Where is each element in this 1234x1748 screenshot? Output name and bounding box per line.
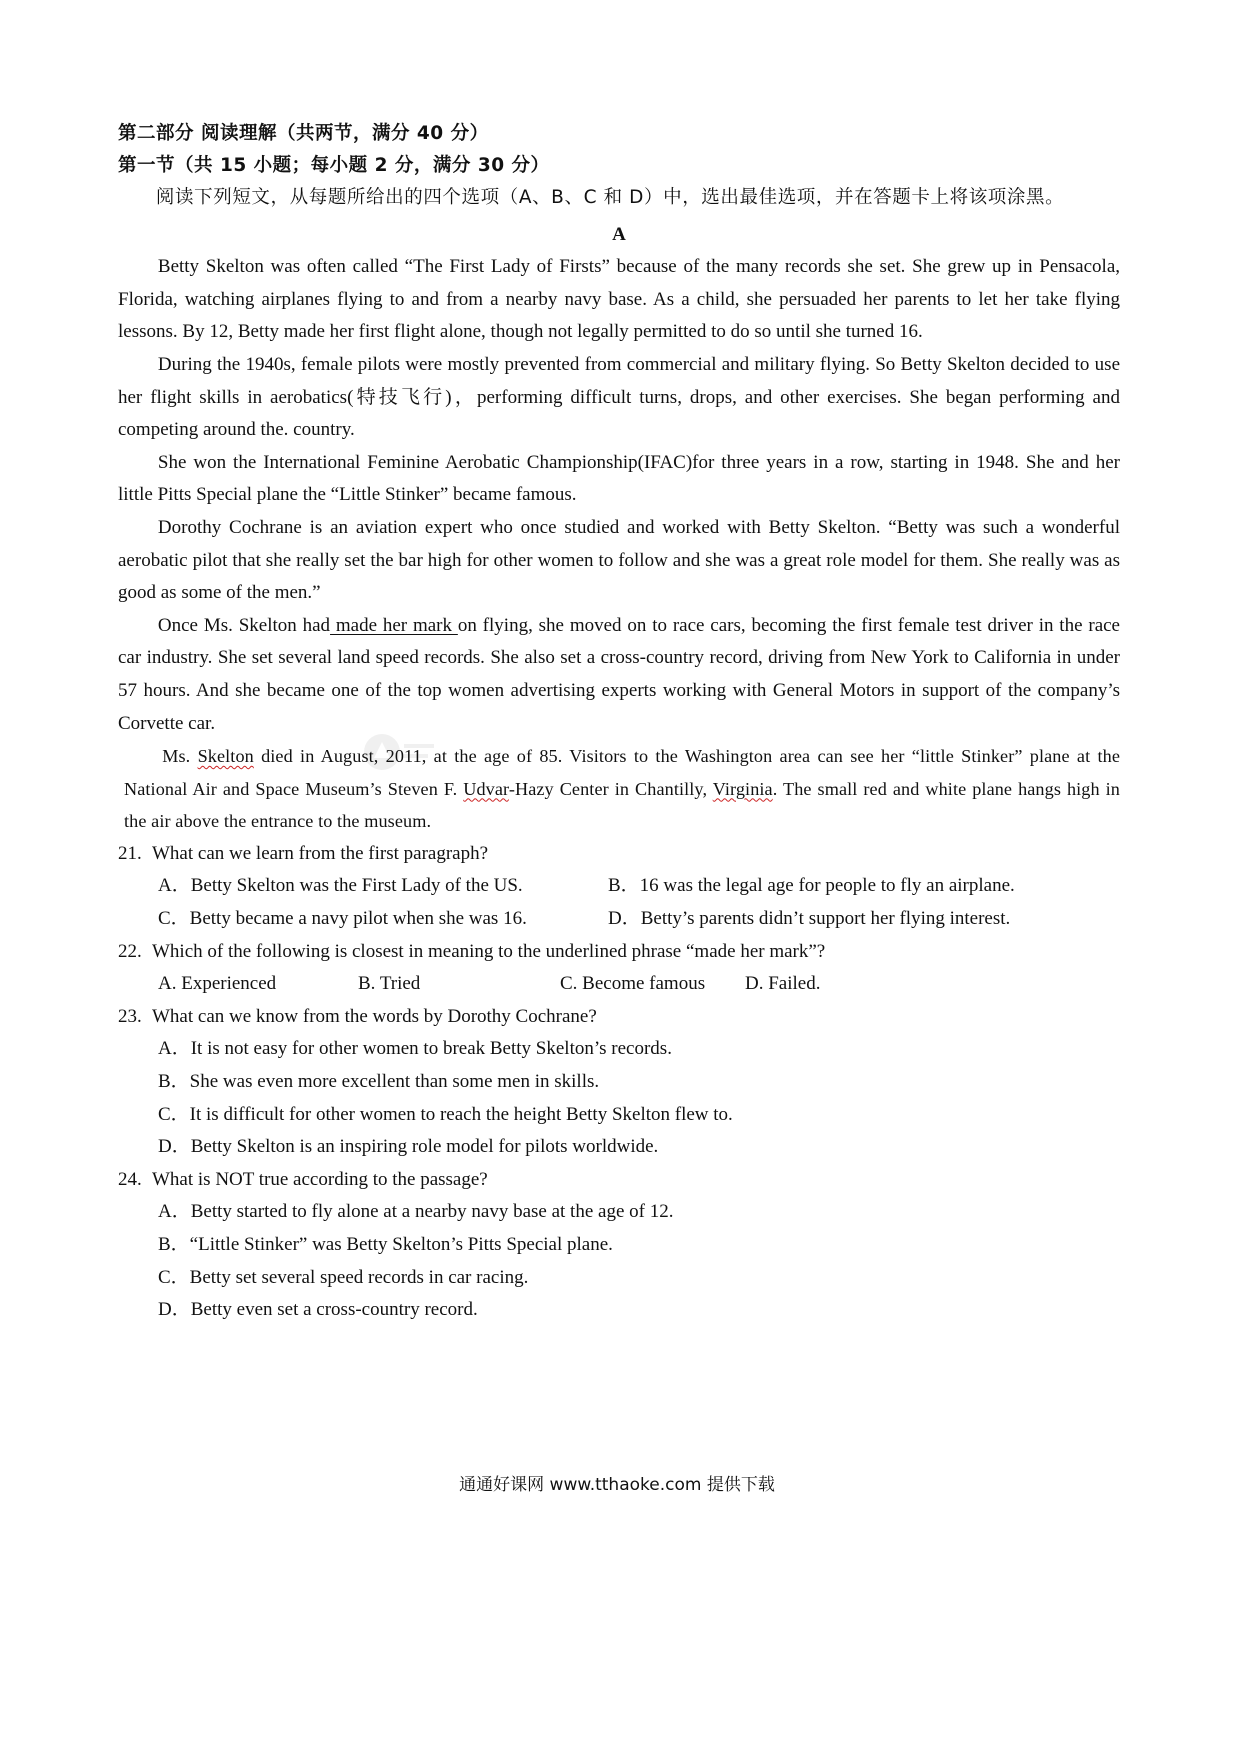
p6-virginia: Virginia bbox=[712, 778, 773, 799]
question-number: 24. bbox=[118, 1168, 142, 1190]
question-number: 22. bbox=[118, 940, 142, 962]
question-stem: What can we know from the words by Dorothy Cochrane? bbox=[152, 1005, 597, 1027]
question-stem: What can we learn from the first paragraph? bbox=[152, 842, 489, 864]
section-title: 第一节（共 15 小题；每小题 2 分，满分 30 分） bbox=[118, 155, 550, 176]
question-24 bbox=[118, 1164, 1120, 1197]
option-d: D．Betty Skelton is an inspiring role model for pilots worldwide. bbox=[158, 1136, 659, 1158]
page-footer: 通通好课网 www.tthaoke.com 提供下载 bbox=[459, 1475, 775, 1495]
option-b: B．16 was the legal age for people to fly an airplane. bbox=[608, 875, 1015, 897]
passage-paragraph-6 bbox=[118, 740, 1120, 838]
question-stem: What is NOT true according to the passage? bbox=[152, 1168, 488, 1190]
option-c: C．It is difficult for other women to reach the height Betty Skelton flew to. bbox=[158, 1103, 733, 1125]
p6-udvar: Udvar bbox=[463, 778, 509, 799]
question-21-options bbox=[118, 870, 1120, 935]
question-23 bbox=[118, 1001, 1120, 1034]
instructions: 阅读下列短文，从每题所给出的四个选项（A、B、C 和 D）中，选出最佳选项，并在答题卡上将该项涂黑。 bbox=[155, 187, 1065, 208]
option-a: A．It is not easy for other women to break Betty Skelton’s records. bbox=[158, 1038, 672, 1060]
p5-before: Once Ms. Skelton had bbox=[157, 614, 331, 636]
option-d: D．Betty’s parents didn’t support her flying interest. bbox=[608, 908, 1011, 930]
question-21 bbox=[118, 838, 1120, 871]
option-a: A. Experienced bbox=[158, 973, 277, 995]
option-d: D．Betty even set a cross-country record. bbox=[158, 1299, 478, 1321]
p6-text-b: died in August, 2011, at the age of 85. Visitors to the Washington area can see her “little Stinker” plane at the National Air and Space Museum’s Steven F. bbox=[124, 746, 1120, 799]
passage-paragraph-4: Dorothy Cochrane is an aviation expert who once studied and worked with Betty Skelton. “Betty was such a wonderful aerobatic pilot that she really set the bar high for other women to follow and she was a great role model for them. She really was as good as some of the men.” bbox=[118, 516, 1120, 604]
option-b: B. Tried bbox=[358, 973, 421, 995]
option-c: C．Betty set several speed records in car racing. bbox=[158, 1266, 529, 1288]
p6-text-c: -Hazy Center in Chantilly, bbox=[508, 778, 713, 799]
question-22-options bbox=[118, 968, 1120, 1001]
option-d: D. Failed. bbox=[745, 973, 821, 995]
passage-paragraph-3: She won the International Feminine Aerobatic Championship(IFAC)for three years in a row, starting in 1948. She and her little Pitts Special plane the “Little Stinker” became famous. bbox=[118, 451, 1120, 506]
underlined-phrase: made her mark bbox=[330, 614, 458, 636]
passage-paragraph-2: During the 1940s, female pilots were mostly prevented from commercial and military flying. So Betty Skelton decided to use her flight skills in aerobatics(特技飞行)，performing difficult turns, drops, and other exercises. She began performing and competing around the. country. bbox=[118, 353, 1120, 441]
passage-paragraph-1: Betty Skelton was often called “The First Lady of Firsts” because of the many records she set. She grew up in Pensacola, Florida, watching airplanes flying to and from a nearby navy base. As a child, she persuaded her parents to let her take flying lessons. By 12, Betty made her first flight alone, though not legally permitted to do so until she turned 16. bbox=[118, 256, 1120, 343]
option-a: A．Betty Skelton was the First Lady of the US. bbox=[158, 875, 523, 897]
p6-text-a: Ms. bbox=[162, 746, 198, 767]
p6-skelton: Skelton bbox=[197, 746, 254, 767]
option-c: C. Become famous bbox=[560, 973, 706, 995]
option-a: A．Betty started to fly alone at a nearby navy base at the age of 12. bbox=[158, 1201, 674, 1223]
p6-text-d: . The small red and white plane hangs high in the air above the entrance to the museum. bbox=[124, 778, 1120, 832]
passage-label: A bbox=[612, 223, 626, 245]
question-23-options bbox=[118, 1033, 1120, 1163]
page-content bbox=[118, 118, 1120, 1327]
passage-paragraph-5 bbox=[118, 610, 1120, 740]
question-24-options bbox=[118, 1196, 1120, 1326]
option-b: B．She was even more excellent than some men in skills. bbox=[158, 1071, 600, 1093]
p5-after: on flying, she moved on to race cars, becoming the first female test driver in the race car industry. She set several land speed records. She also set a cross-country record, driving from New York to California in under 57 hours. And she became one of the top women advertising experts working with General Motors in support of the company’s Corvette car. bbox=[118, 614, 1120, 734]
question-22 bbox=[118, 936, 1120, 969]
question-number: 21. bbox=[118, 842, 142, 864]
part-title: 第二部分 阅读理解（共两节，满分 40 分） bbox=[118, 123, 489, 144]
question-number: 23. bbox=[118, 1005, 142, 1027]
option-c: C．Betty became a navy pilot when she was 16. bbox=[158, 908, 527, 930]
option-b: B．“Little Stinker” was Betty Skelton’s Pitts Special plane. bbox=[158, 1234, 613, 1255]
question-stem: Which of the following is closest in meaning to the underlined phrase “made her mark”? bbox=[152, 940, 826, 962]
